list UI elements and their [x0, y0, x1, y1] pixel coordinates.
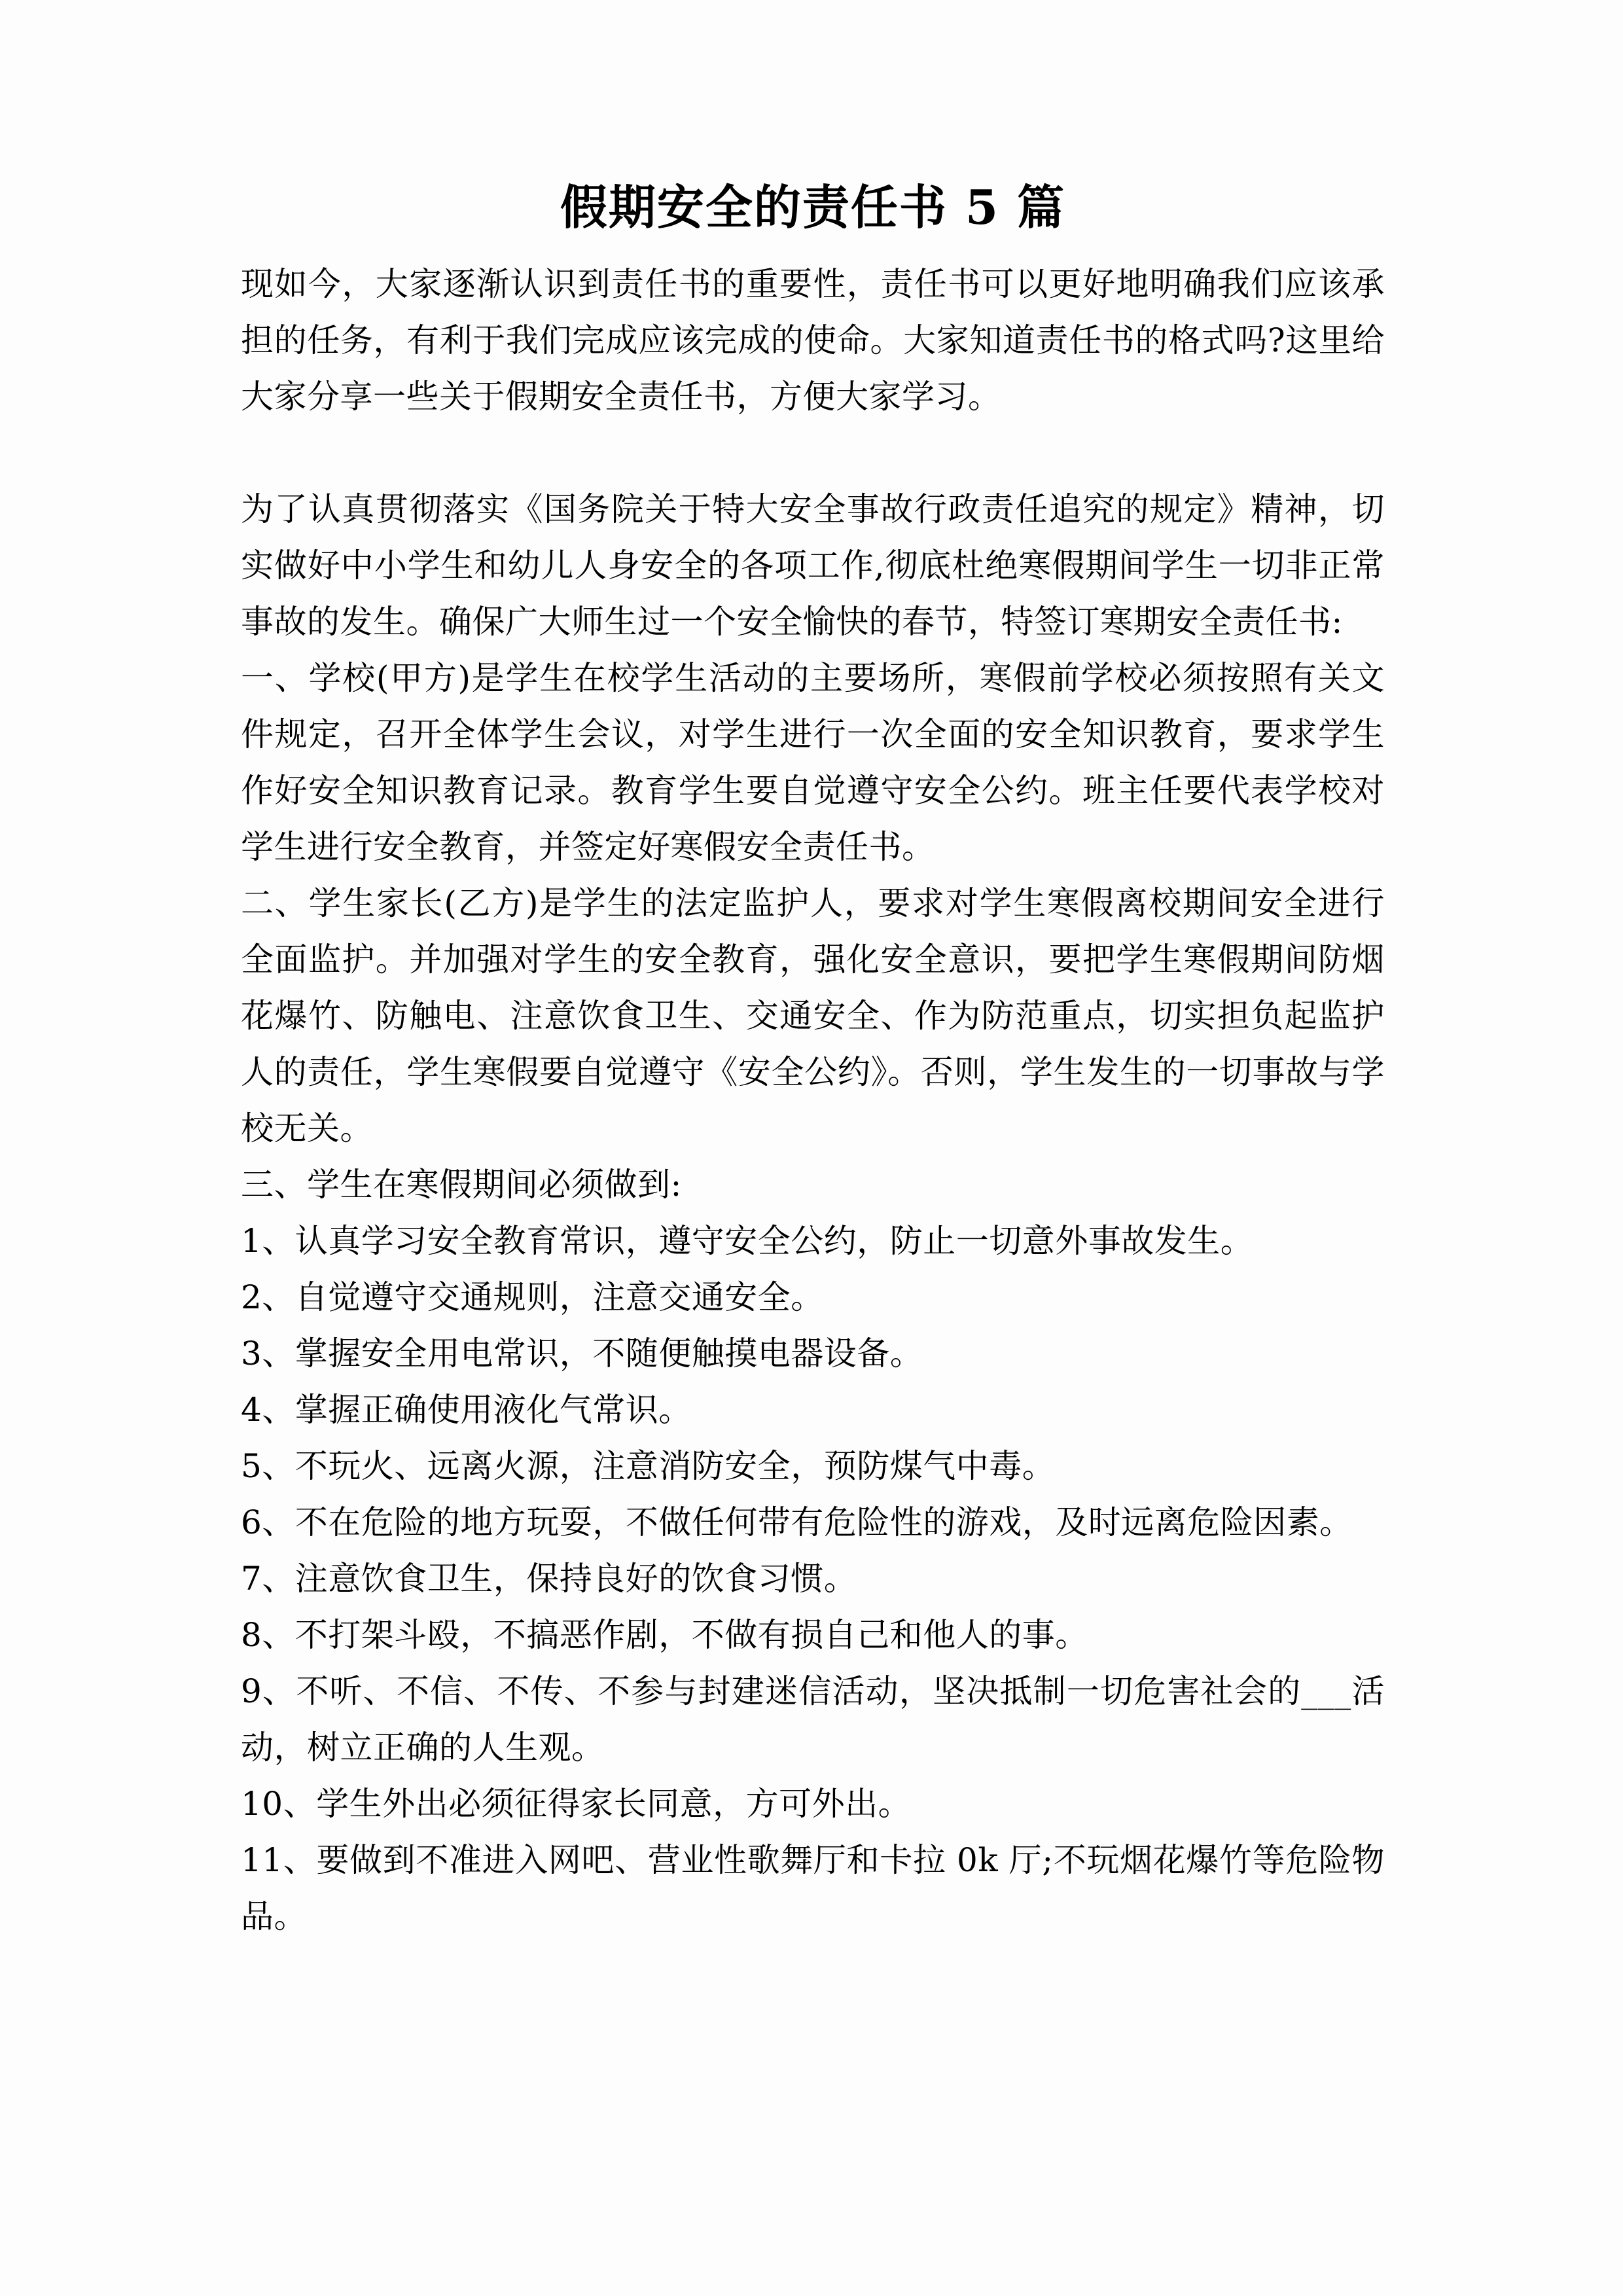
list-item: 3、掌握安全用电常识，不随便触摸电器设备。 — [241, 1335, 923, 1373]
paragraph-spacer — [241, 425, 1385, 481]
page-title: 假期安全的责任书 5 篇 — [560, 179, 1066, 235]
list-item: 7、注意饮食卫生，保持良好的饮食习惯。 — [241, 1560, 857, 1598]
section-one: 一、学校(甲方)是学生在校学生活动的主要场所，寒假前学校必须按照有关文件规定，召开全体学生会议，对学生进行一次全面的安全知识教育，要求学生作好安全知识教育记录。教育学生要自觉遵守安全公约。班主任要代表学校对学生进行安全教育，并签定好寒假安全责任书。 — [241, 659, 1385, 867]
list-item: 5、不玩火、远离火源，注意消防安全，预防煤气中毒。 — [241, 1447, 1056, 1486]
section-three: 三、学生在寒假期间必须做到: — [241, 1166, 682, 1204]
list-item: 6、不在危险的地方玩耍，不做任何带有危险性的游戏，及时远离危险因素。 — [241, 1503, 1353, 1542]
list-item: 9、不听、不信、不传、不参与封建迷信活动，坚决抵制一切危害社会的___活动，树立正确的人生观。 — [241, 1672, 1385, 1767]
preamble-paragraph: 为了认真贯彻落实《国务院关于特大安全事故行政责任追究的规定》精神，切实做好中小学生和幼儿人身安全的各项工作,彻底杜绝寒假期间学生一切非正常事故的发生。确保广大师生过一个安全愉快的春节，特签订寒期安全责任书: — [241, 490, 1385, 641]
document-body — [241, 175, 1385, 1945]
list-item: 10、学生外出必须征得家长同意，方可外出。 — [241, 1785, 912, 1823]
section-two: 二、学生家长(乙方)是学生的法定监护人，要求对学生寒假离校期间安全进行全面监护。并加强对学生的安全教育，强化安全意识，要把学生寒假期间防烟花爆竹、防触电、注意饮食卫生、交通安全、作为防范重点，切实担负起监护人的责任，学生寒假要自觉遵守《安全公约》。否则，学生发生的一切事故与学校无关。 — [241, 884, 1385, 1148]
list-item: 2、自觉遵守交通规则，注意交通安全。 — [241, 1278, 824, 1317]
list-item: 1、认真学习安全教育常识，遵守安全公约，防止一切意外事故发生。 — [241, 1222, 1254, 1261]
list-item: 4、掌握正确使用液化气常识。 — [241, 1391, 692, 1429]
list-item: 8、不打架斗殴，不搞恶作剧，不做有损自己和他人的事。 — [241, 1616, 1088, 1655]
intro-paragraph: 现如今，大家逐渐认识到责任书的重要性，责任书可以更好地明确我们应该承担的任务，有利于我们完成应该完成的使命。大家知道责任书的格式吗?这里给大家分享一些关于假期安全责任书，方便大家学习。 — [241, 265, 1385, 416]
list-item: 11、要做到不准进入网吧、营业性歌舞厅和卡拉 0k 厅;不玩烟花爆竹等危险物品。 — [241, 1841, 1385, 1936]
